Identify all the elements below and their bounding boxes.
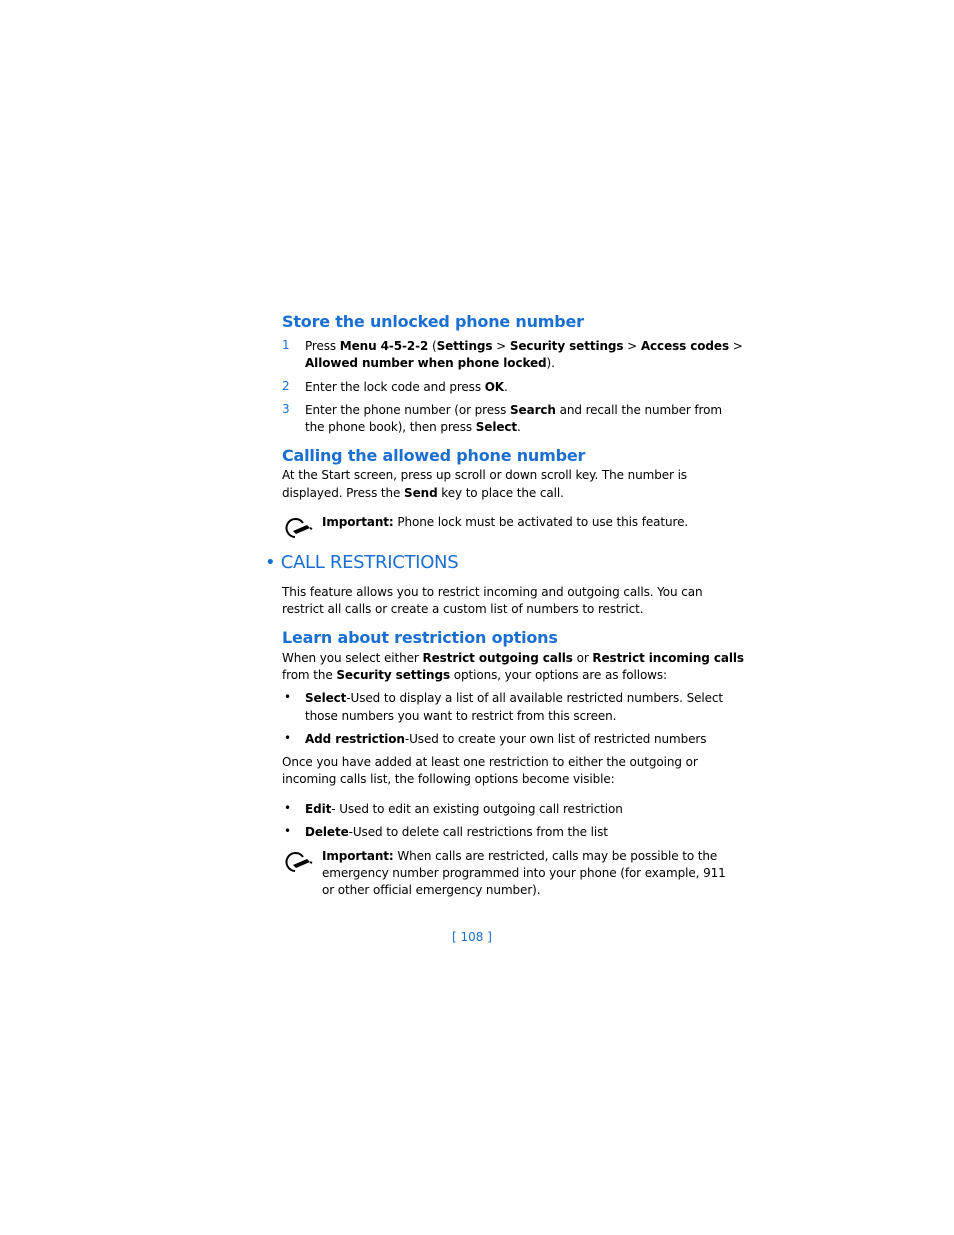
important-note-2-line-3: or other official emergency number).: [322, 883, 541, 897]
page-number: [ 108 ]: [452, 930, 492, 944]
bullet-edit: Edit- Used to edit an existing outgoing call restriction: [305, 802, 623, 816]
step-2-line-1: Enter the lock code and press OK.: [305, 380, 508, 394]
heading-call-restrictions: • CALL RESTRICTIONS: [265, 552, 459, 573]
options-intro-line-2: from the Security settings options, your options are as follows:: [282, 668, 667, 682]
calling-para-line-1: At the Start screen, press up scroll or down scroll key. The number is: [282, 468, 687, 482]
heading-store-unlocked: Store the unlocked phone number: [282, 312, 584, 331]
important-note-2-line-2: emergency number programmed into your phone (for example, 911: [322, 866, 726, 880]
bullet-add-restriction: Add restriction-Used to create your own list of restricted numbers: [305, 732, 707, 746]
bullet-select-line-1: Select-Used to display a list of all available restricted numbers. Select: [305, 691, 723, 705]
bullet: •: [284, 731, 292, 745]
important-note-2-line-1: Important: When calls are restricted, calls may be possible to the: [322, 849, 718, 863]
bullet: •: [284, 690, 292, 704]
pen-note-icon: [283, 516, 313, 540]
restrictions-para-line-1: This feature allows you to restrict incoming and outgoing calls. You can: [282, 585, 703, 599]
step-number: 3: [282, 402, 290, 416]
bullet: •: [284, 801, 292, 815]
step-3-line-1: Enter the phone number (or press Search and recall the number from: [305, 403, 722, 417]
step-3-line-2: the phone book), then press Select.: [305, 420, 521, 434]
bullet-delete: Delete-Used to delete call restrictions from the list: [305, 825, 608, 839]
pen-note-icon: [283, 850, 313, 874]
step-1-line-2: Allowed number when phone locked).: [305, 356, 555, 370]
restrictions-para-line-2: restrict all calls or create a custom list of numbers to restrict.: [282, 602, 644, 616]
important-note-1: Important: Phone lock must be activated to use this feature.: [322, 515, 689, 529]
bullet-select-line-2: those numbers you want to restrict from this screen.: [305, 709, 617, 723]
options-mid-line-1: Once you have added at least one restriction to either the outgoing or: [282, 755, 698, 769]
heading-calling-allowed: Calling the allowed phone number: [282, 446, 586, 465]
step-number: 2: [282, 379, 290, 393]
options-mid-line-2: incoming calls list, the following options become visible:: [282, 772, 615, 786]
step-number: 1: [282, 338, 290, 352]
step-1-line-1: Press Menu 4-5-2-2 (Settings > Security settings > Access codes >: [305, 339, 743, 353]
heading-learn-options: Learn about restriction options: [282, 628, 558, 647]
bullet: •: [284, 824, 292, 838]
calling-para-line-2: displayed. Press the Send key to place the call.: [282, 486, 564, 500]
options-intro-line-1: When you select either Restrict outgoing calls or Restrict incoming calls: [282, 651, 744, 665]
